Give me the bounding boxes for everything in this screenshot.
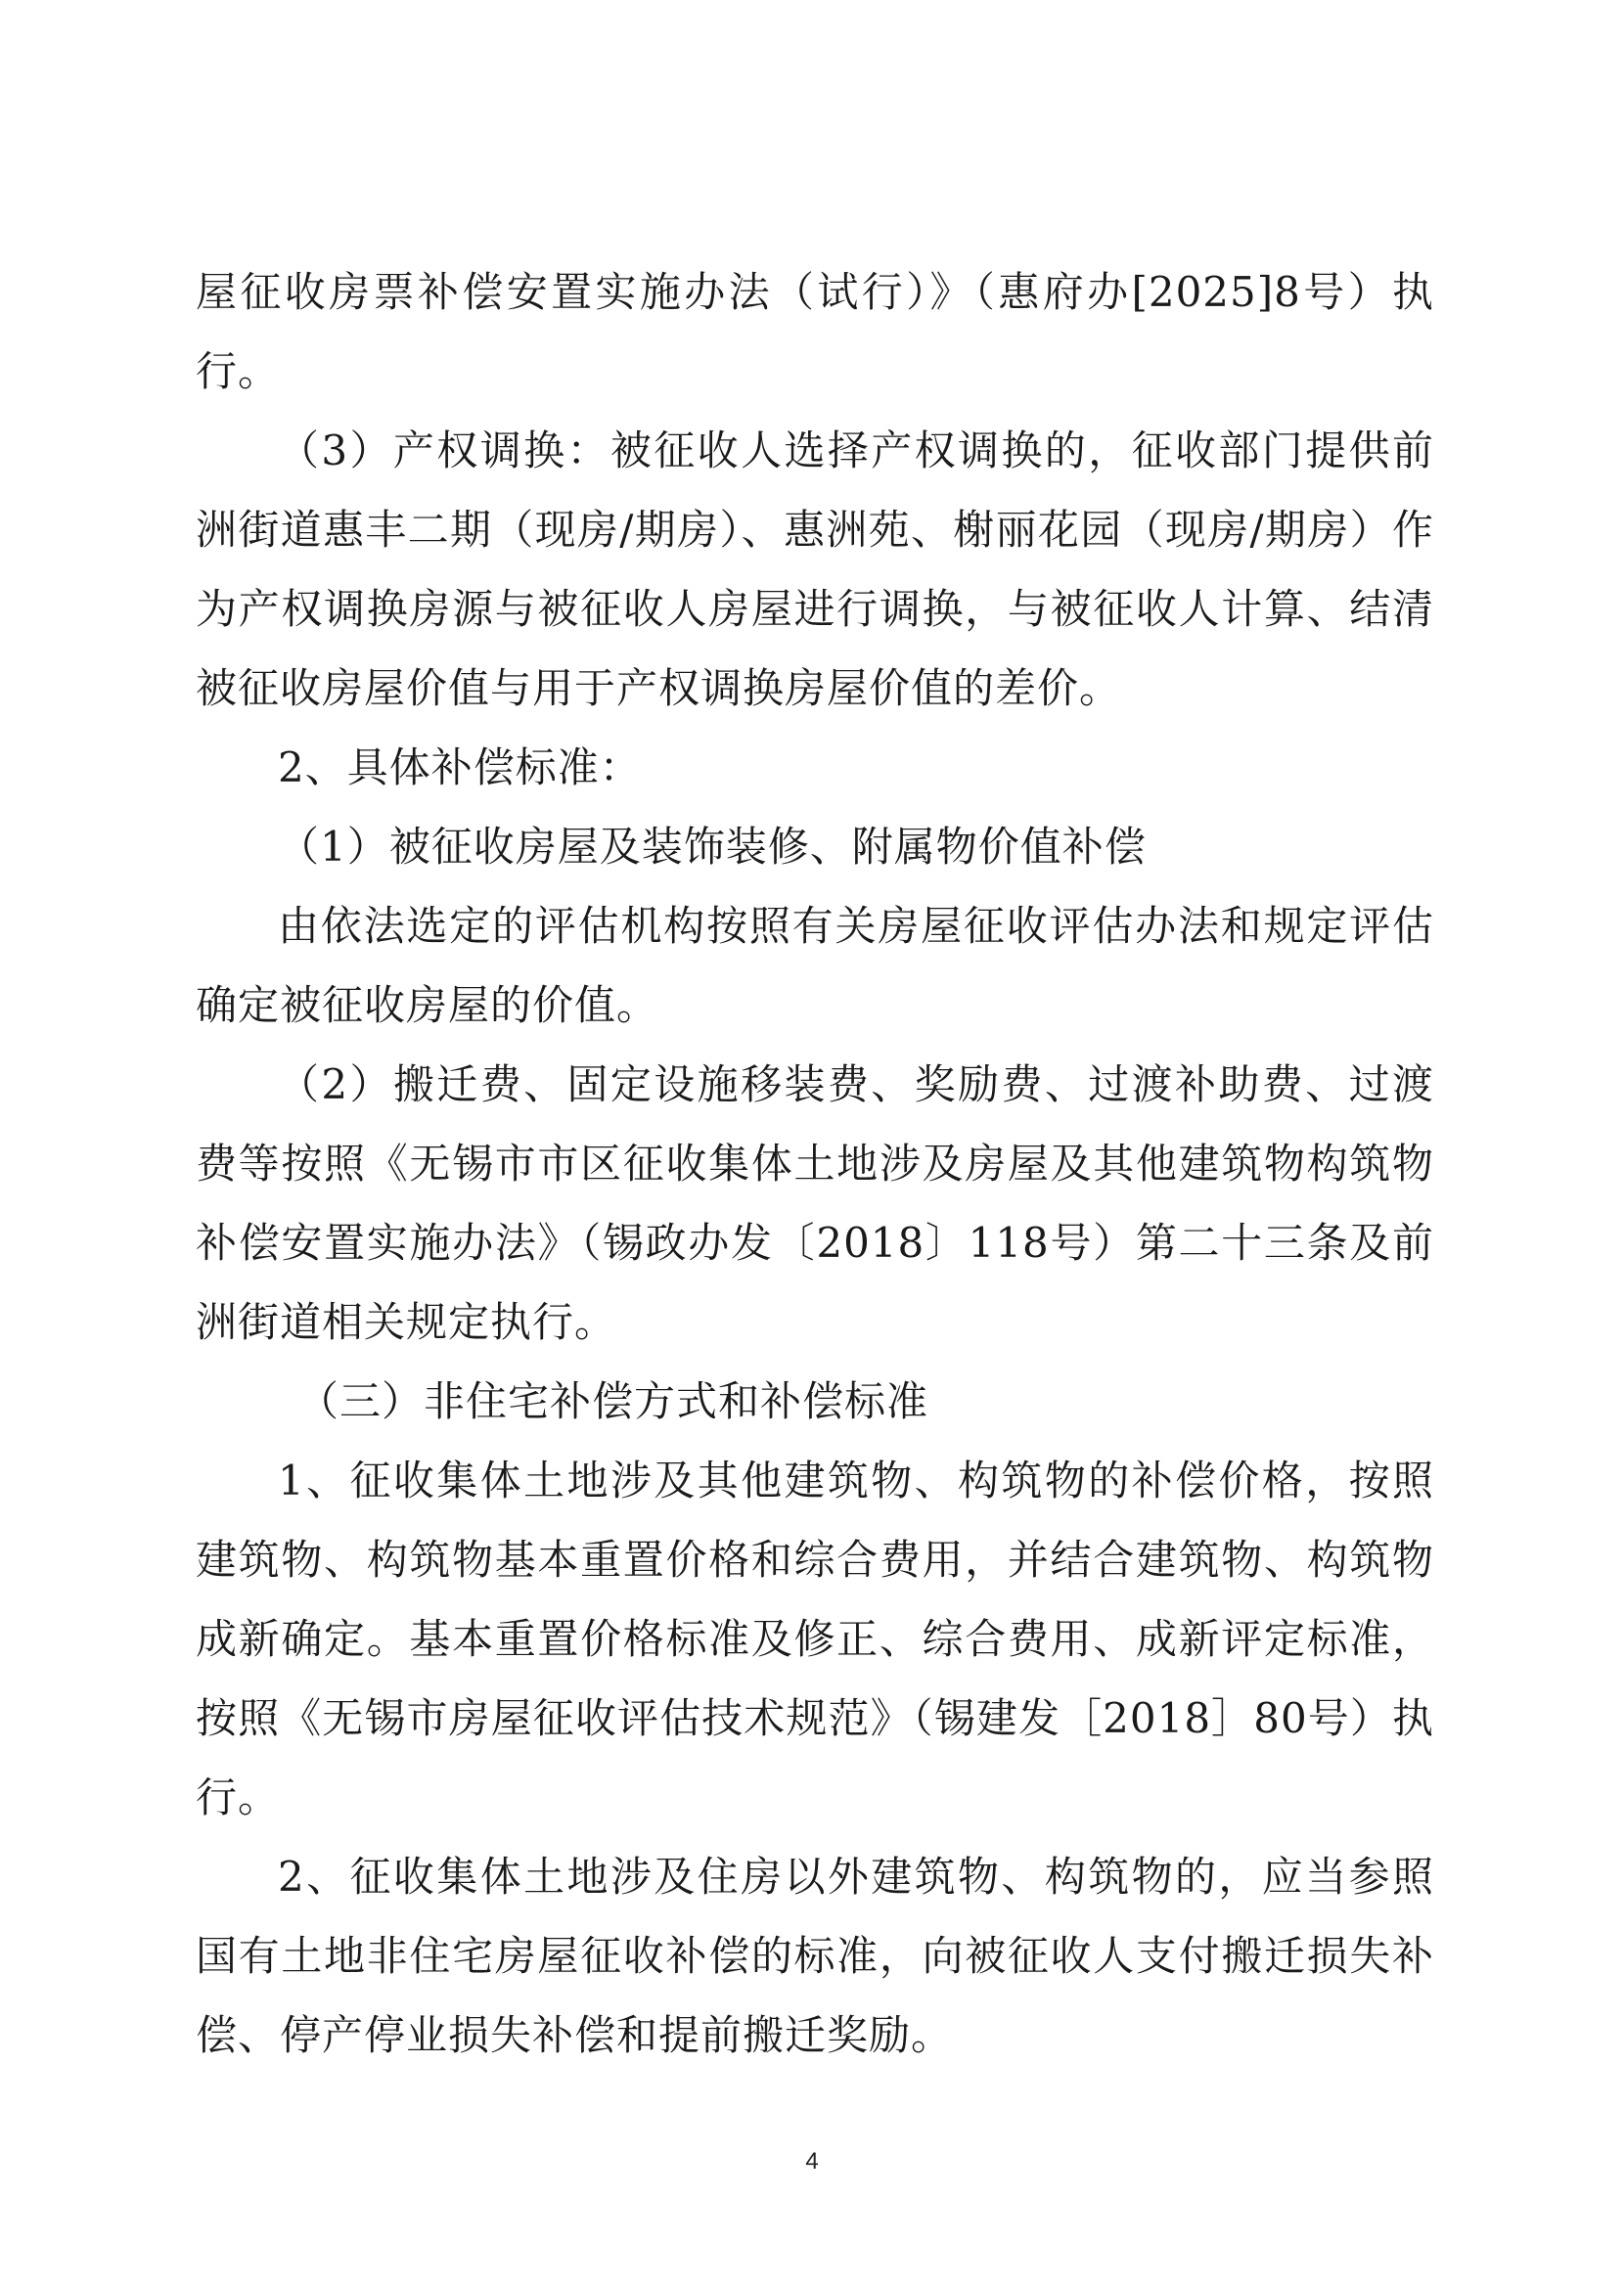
paragraph-standard-heading: 2、具体补偿标准：: [278, 743, 642, 791]
body-text: [196, 252, 1434, 2075]
paragraph-property-exchange: （3）产权调换：被征收人选择产权调换的，征收部门提供前洲街道惠丰二期（现房/期房）、惠洲苑、榭丽花园（现房/期房）作为产权调换房源与被征收人房屋进行调换，与被征收人计算、结清被征收房屋价值与用于产权调换房屋价值的差价。: [196, 426, 1434, 712]
page-number: 4: [805, 2148, 819, 2175]
paragraph-continuation: 屋征收房票补偿安置实施办法（试行）》（惠府办[2025]8号）执行。: [196, 268, 1434, 395]
paragraph-structure-compensation: 1、征收集体土地涉及其他建筑物、构筑物的补偿价格，按照建筑物、构筑物基本重置价格和综合费用，并结合建筑物、构筑物成新确定。基本重置价格标准及修正、综合费用、成新评定标准，按照《无锡市房屋征收评估技术规范》（锡建发［2018］80号）执行。: [196, 1457, 1434, 1821]
section-heading-non-residential: （三）非住宅补偿方式和补偿标准: [297, 1377, 929, 1425]
paragraph-relocation-fees: （2）搬迁费、固定设施移装费、奖励费、过渡补助费、过渡费等按照《无锡市市区征收集体土地涉及房屋及其他建筑物构筑物补偿安置实施办法》（锡政办发〔2018〕118号）第二十三条及前洲街道相关规定执行。: [196, 1060, 1434, 1346]
paragraph-appraisal: 由依法选定的评估机构按照有关房屋征收评估办法和规定评估确定被征收房屋的价值。: [196, 902, 1434, 1029]
paragraph-house-value: （1）被征收房屋及装饰装修、附属物价值补偿: [278, 823, 1147, 871]
paragraph-non-residential-standard: 2、征收集体土地涉及住房以外建筑物、构筑物的，应当参照国有土地非住宅房屋征收补偿的标准，向被征收人支付搬迁损失补偿、停产停业损失补偿和提前搬迁奖励。: [196, 1853, 1434, 2059]
